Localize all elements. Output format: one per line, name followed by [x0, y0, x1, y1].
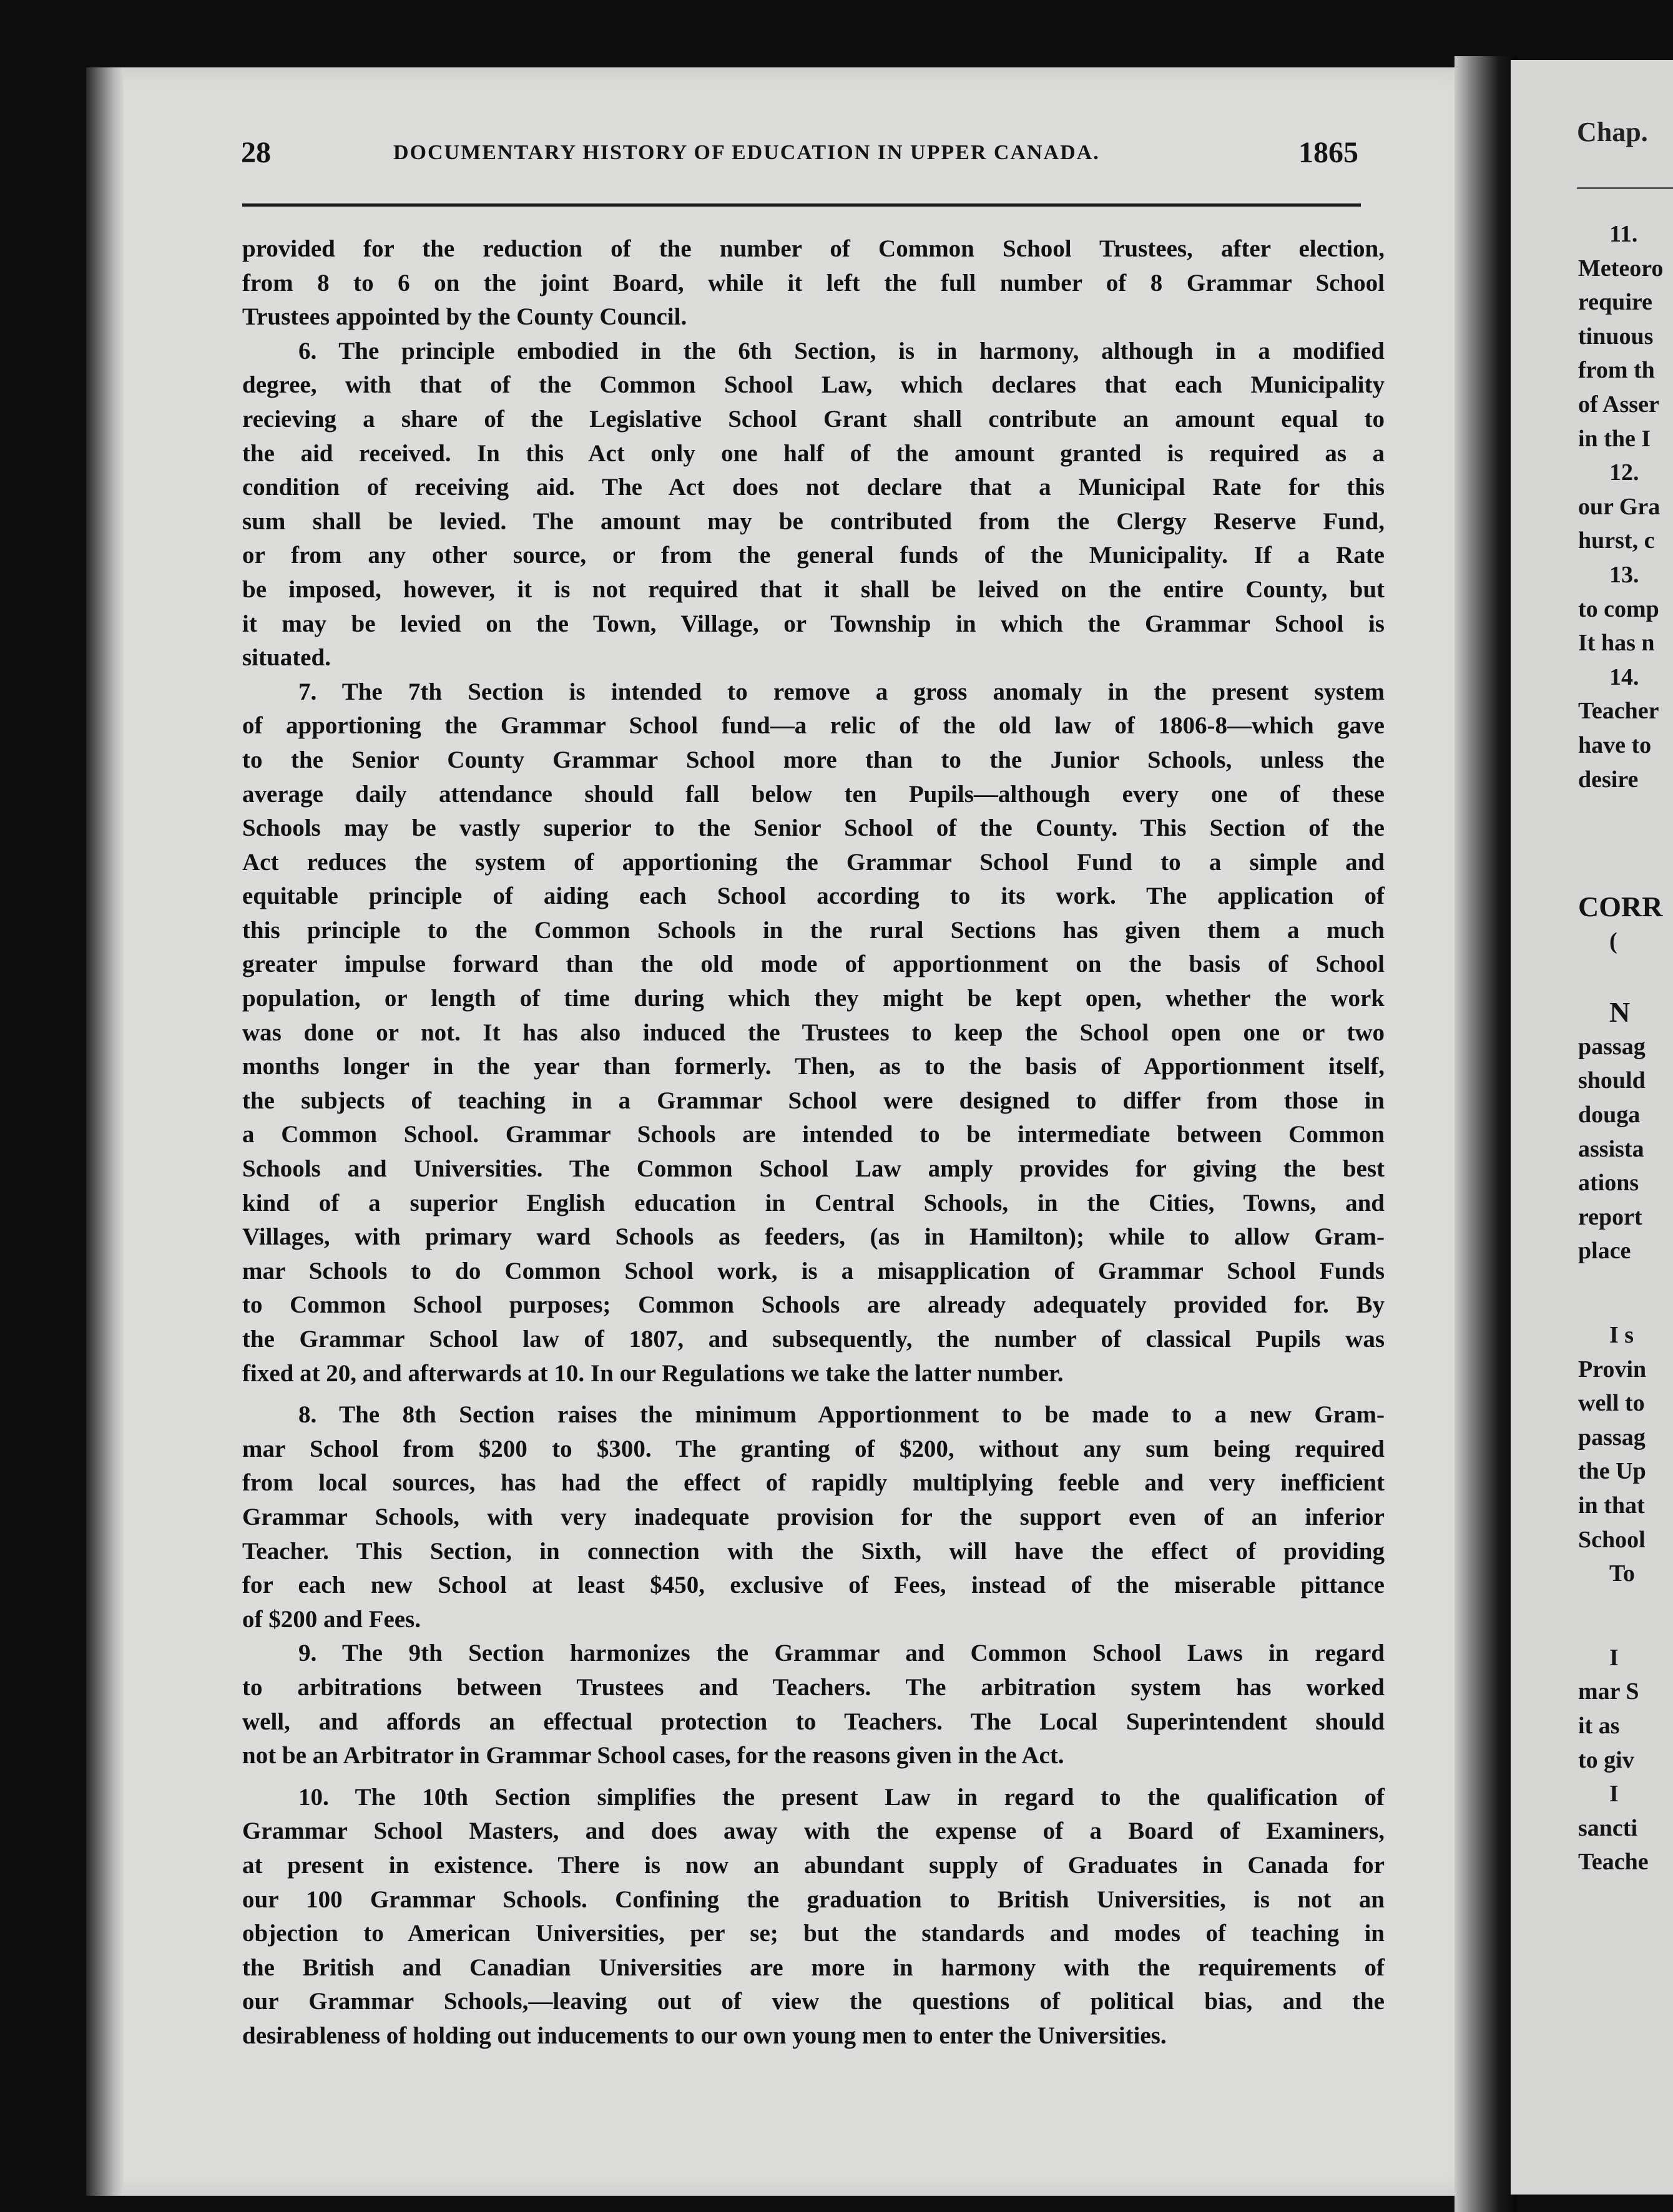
right-page-line: have to — [1578, 732, 1652, 758]
text-line: mar School from $200 to $300. The granting of $200, without any sum being required — [242, 1435, 1385, 1462]
text-line: our 100 Grammar Schools. Confining the graduation to British Universities, is not an — [242, 1886, 1385, 1913]
text-line: the subjects of teaching in a Grammar School were designed to differ from those in — [242, 1087, 1385, 1114]
text-line: Grammar School Masters, and does away with the expense of a Board of Examiners, — [242, 1818, 1385, 1845]
text-line: the Grammar School law of 1807, and subsequently, the number of classical Pupils was — [242, 1326, 1385, 1353]
text-line: 8. The 8th Section raises the minimum Apportionment to be made to a new Gram- — [298, 1401, 1385, 1429]
text-line: provided for the reduction of the number of Common School Trustees, after election, — [242, 235, 1385, 262]
right-page-header: Chap. — [1577, 117, 1648, 147]
text-line: not be an Arbitrator in Grammar School cases, for the reasons given in the Act. — [242, 1742, 1064, 1769]
text-line: population, or length of time during which they might be kept open, whether the work — [242, 985, 1385, 1012]
header-rule — [242, 203, 1361, 207]
right-page-line: to giv — [1578, 1746, 1634, 1773]
right-page-line: 14. — [1609, 663, 1639, 690]
right-page-line: mar S — [1578, 1678, 1639, 1705]
text-line: equitable principle of aiding each School according to its work. The application of — [242, 883, 1385, 910]
right-page-gap — [1578, 958, 1673, 996]
text-line: of apportioning the Grammar School fund—a relic of the old law of 1806-8—which gave — [242, 712, 1385, 740]
text-line: Act reduces the system of apportioning the Grammar School Fund to a simple and — [242, 848, 1385, 876]
right-page-gap — [1578, 1268, 1673, 1318]
text-line: months longer in the year than formerly. Then, as to the basis of Apportionment itself, — [242, 1053, 1385, 1080]
text-line: or from any other source, or from the general funds of the Municipality. If a Rate — [242, 542, 1385, 569]
right-page-line: N — [1609, 996, 1631, 1029]
text-line: desirableness of holding out inducements to our own young men to enter the Universities. — [242, 2022, 1167, 2049]
right-page-line: It has n — [1578, 630, 1655, 657]
right-page-line: 11. — [1609, 221, 1638, 247]
text-line: mar Schools to do Common School work, is a misapplication of Grammar School Funds — [242, 1257, 1385, 1285]
text-line: to the Senior County Grammar School more than to the Junior Schools, unless the — [242, 746, 1385, 773]
right-page-line: Provin — [1578, 1356, 1647, 1382]
text-line: recieving a share of the Legislative School Grant shall contribute an amount equal to — [242, 405, 1385, 433]
right-page-text — [1578, 217, 1673, 1879]
text-line: to Common School purposes; Common Schools are already adequately provided for. By — [242, 1291, 1385, 1319]
right-page-line: I — [1609, 1781, 1619, 1808]
right-page-line: ( — [1609, 927, 1617, 954]
text-line: sum shall be levied. The amount may be contributed from the Clergy Reserve Fund, — [242, 507, 1385, 535]
text-line: the aid received. In this Act only one half of the amount granted is required as a — [242, 439, 1385, 467]
text-line: condition of receiving aid. The Act does not declare that a Municipal Rate for this — [242, 474, 1385, 501]
right-page-line: well to — [1578, 1390, 1645, 1417]
text-line: to arbitrations between Trustees and Teachers. The arbitration system has worked — [242, 1673, 1385, 1701]
body-text — [242, 232, 1385, 2053]
book-spine — [1455, 56, 1517, 2212]
running-title: DOCUMENTARY HISTORY OF EDUCATION IN UPPER CANADA. — [393, 141, 1100, 164]
paragraph-gap — [242, 1773, 1385, 1781]
right-page-gap — [1578, 796, 1673, 890]
text-line: Grammar Schools, with very inadequate provision for the support even of an inferior — [242, 1503, 1385, 1530]
right-page-line: should — [1578, 1067, 1646, 1094]
text-line: average daily attendance should fall below ten Pupils—although every one of these — [242, 780, 1385, 808]
page-year: 1865 — [1298, 136, 1358, 169]
text-line: greater impulse forward than the old mode of apportionment on the basis of School — [242, 951, 1385, 978]
text-line: at present in existence. There is now an abundant supply of Graduates in Canada for — [242, 1851, 1385, 1879]
text-line: situated. — [242, 644, 331, 672]
paragraph-gap — [242, 1391, 1385, 1398]
right-page-line: ations — [1578, 1170, 1639, 1197]
text-line: objection to American Universities, per se; but the standards and modes of teaching in — [242, 1920, 1385, 1947]
text-line: Schools may be vastly superior to the Senior School of the County. This Section of the — [242, 815, 1385, 842]
right-page-line: I — [1609, 1644, 1619, 1671]
text-line: 7. The 7th Section is intended to remove a gross anomaly in the present system — [298, 678, 1385, 705]
right-page-line: to comp — [1578, 595, 1659, 622]
right-page-line: passag — [1578, 1033, 1646, 1060]
text-line: of $200 and Fees. — [242, 1605, 421, 1633]
right-page-line: I s — [1609, 1322, 1634, 1349]
right-page-line: douga — [1578, 1102, 1641, 1128]
right-page-line: assista — [1578, 1135, 1644, 1162]
text-line: 9. The 9th Section harmonizes the Grammar and Common School Laws in regard — [298, 1640, 1385, 1667]
text-line: was done or not. It has also induced the Trustees to keep the School open one or two — [242, 1019, 1385, 1046]
text-line: well, and affords an effectual protection to Teachers. The Local Superintendent should — [242, 1708, 1385, 1735]
text-line: a Common School. Grammar Schools are intended to be intermediate between Common — [242, 1121, 1385, 1148]
right-page-line: in the I — [1578, 425, 1651, 452]
text-line: it may be levied on the Town, Village, or Township in which the Grammar School is — [242, 610, 1385, 637]
right-page-line: report — [1578, 1203, 1642, 1230]
text-line: Villages, with primary ward Schools as feeders, (as in Hamilton); while to allow Gram- — [242, 1223, 1385, 1251]
right-header-rule — [1577, 187, 1673, 189]
text-line: from local sources, has had the effect of rapidly multiplying feeble and very inefficient — [242, 1469, 1385, 1497]
text-line: this principle to the Common Schools in the rural Sections has given them a much — [242, 916, 1385, 944]
text-line: Teacher. This Section, in connection with the Sixth, will have the effect of providing — [242, 1537, 1385, 1565]
text-line: fixed at 20, and afterwards at 10. In our Regulations we take the latter number. — [242, 1359, 1064, 1387]
text-line: kind of a superior English education in Central Schools, in the Cities, Towns, and — [242, 1189, 1385, 1216]
page-gutter-shadow — [86, 67, 124, 2196]
right-page-line: To — [1609, 1560, 1635, 1587]
right-page-line: tinuous — [1578, 323, 1654, 350]
right-page-line: place — [1578, 1238, 1631, 1265]
right-page-line: Teacher — [1578, 698, 1659, 725]
right-page-line: 12. — [1609, 459, 1639, 486]
right-page-line: our Gra — [1578, 493, 1661, 520]
right-page-line: passag — [1578, 1424, 1646, 1451]
right-page-line: of Asser — [1578, 391, 1659, 418]
right-page-line: from th — [1578, 357, 1655, 384]
page-number: 28 — [241, 136, 271, 169]
right-page-line: it as — [1578, 1712, 1620, 1739]
right-page-line: 13. — [1609, 561, 1639, 588]
text-line: from 8 to 6 on the joint Board, while it left the full number of 8 Grammar School — [242, 269, 1385, 296]
text-line: the British and Canadian Universities are more in harmony with the requirements of — [242, 1954, 1385, 1981]
text-line: Trustees appointed by the County Council. — [242, 303, 687, 331]
right-page-line: in that — [1578, 1492, 1645, 1519]
text-line: for each new School at least $450, exclusive of Fees, instead of the miserable pittance — [242, 1572, 1385, 1599]
right-page-line: School — [1578, 1526, 1646, 1553]
text-line: be imposed, however, it is not required that it shall be leived on the entire County, but — [242, 575, 1385, 603]
text-line: 6. The principle embodied in the 6th Section, is in harmony, although in a modified — [298, 337, 1385, 365]
right-page-gap — [1578, 1591, 1673, 1641]
text-line: our Grammar Schools,—leaving out of view the questions of political bias, and the — [242, 1988, 1385, 2015]
text-line: 10. The 10th Section simplifies the present Law in regard to the qualification of — [298, 1783, 1385, 1811]
right-page-line: hurst, c — [1578, 527, 1655, 554]
right-page-line: CORR — [1578, 891, 1663, 923]
text-line: Schools and Universities. The Common School Law amply provides for giving the best — [242, 1155, 1385, 1183]
right-page-line: Meteoro — [1578, 255, 1664, 281]
right-page-line: sancti — [1578, 1814, 1637, 1841]
right-page-line: desire — [1578, 766, 1639, 793]
right-page-line: the Up — [1578, 1458, 1646, 1485]
right-page-line: Teache — [1578, 1849, 1649, 1876]
text-line: degree, with that of the Common School Law, which declares that each Municipality — [242, 371, 1385, 399]
right-page-line: require — [1578, 289, 1652, 316]
